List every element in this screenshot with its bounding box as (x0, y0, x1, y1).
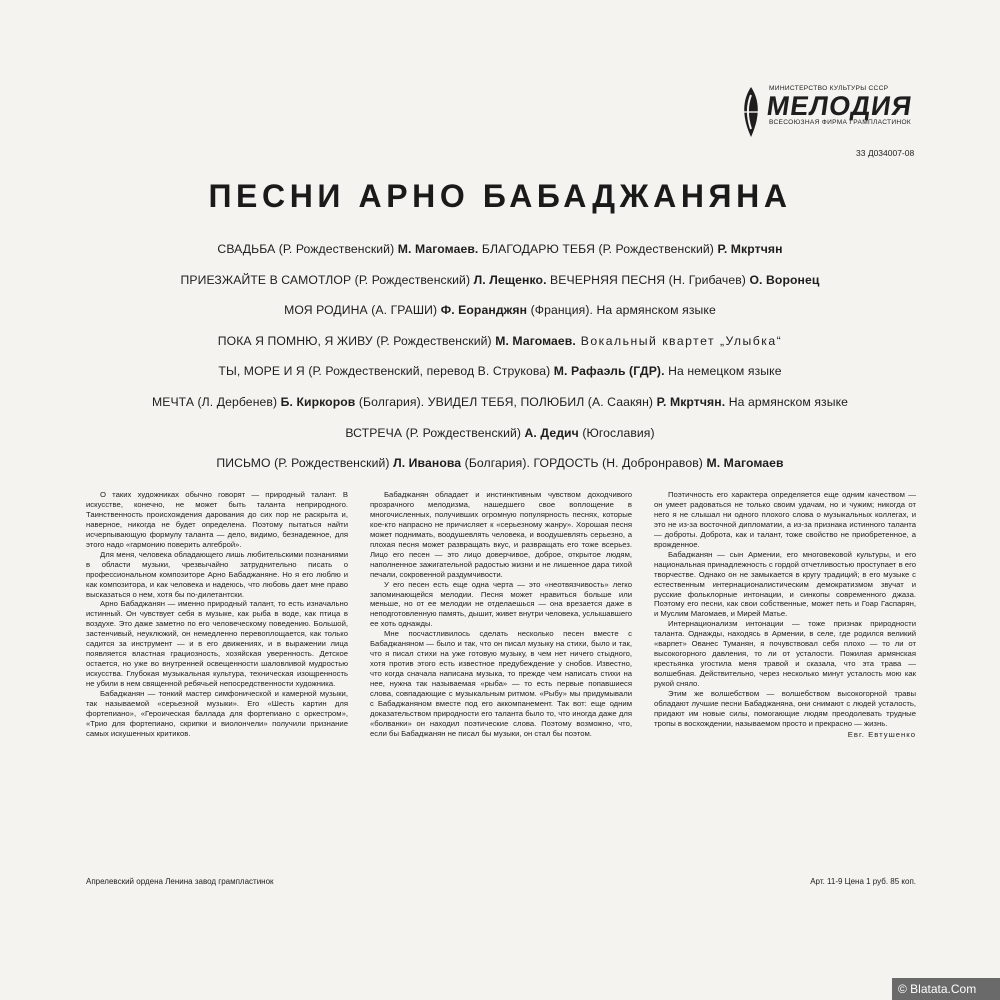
liner-notes-column-2 (370, 490, 632, 739)
track-line (0, 387, 1000, 418)
track-line (0, 295, 1000, 326)
liner-notes-column-1 (86, 490, 348, 739)
liner-paragraph: Арно Бабаджанян — именно природный талант, то есть изначально истинный. Он чувствует себя в музыке, как рыба в воде, как птица в воздухе. Это даже заметно по его человеческому поведению. Большой, застенчивый, неуклюжий, он немедленно перевоплощается, как только садится за инструмент — и в его движениях, и в выражении лица появляется властная грациозность, хозяйская уверенность. Детское остается, но уже во внутренней освещенности шаловливой мудростью искусства. Глубокая музыкальная культура, техническая изощренность не убили в нем священной ребячьей непосредственности художника. (86, 599, 348, 689)
track-text: На немецком языке (664, 364, 782, 379)
track-line (0, 418, 1000, 449)
performer-name: Л. Иванова (393, 456, 462, 471)
track-text: (Франция). На армянском языке (527, 303, 716, 318)
plant-name: Апрелевский ордена Ленина завод грампластинок (86, 877, 274, 886)
track-text: СВАДЬБА (Р. Рождественский) (217, 242, 398, 256)
liner-paragraph: У его песен есть еще одна черта — это «неотвязчивость» легко запоминающейся мелодии. Песня может нравиться больше или меньше, но от ее мелодии не отделаешься — она врезается даже в неподготовленную память, дышит, живет внутри человека, услышавшего ее хоть однажды. (370, 579, 632, 629)
album-title: ПЕСНИ АРНО БАБАДЖАНЯНА (208, 178, 792, 214)
liner-paragraph: Интернационализм интонации — тоже признак природности таланта. Однажды, находясь в Армении, в селе, где родился великий «варпет» Ованес Туманян, я почувствовал себя плохо — то ли от высокогорного давления, то ли от усталости. Пожилая армянская крестьянка угостила меня травой и сказала, что эта трава — волшебная. Действительно, через несколько минут усталость мою как рукой сняло. (654, 619, 916, 689)
track-text: На армянском языке (725, 394, 849, 409)
performer-name: Р. Мкртчян (717, 242, 783, 256)
liner-paragraph: О таких художниках обычно говорят — природный талант. В искусстве, конечно, не может быть таланта неприродного. Таинственность происхождения дарования до сих пор не раскрыта и, наверное, никогда не будет определена. Поэтому пытаться найти исчерпывающую формулу таланта — дело, видимо, безнадежное, для этого надо «гармонию поверить алгеброй». (86, 490, 348, 549)
track-text: ТЫ, МОРЕ И Я (Р. Рождественский, перевод В. Струкова) (218, 364, 554, 379)
melodiya-emblem-icon (737, 85, 765, 139)
liner-paragraph: Для меня, человека обладающего лишь любительскими познаниями в области музыки, чрезвычайно затруднительно писать о профессиональном композиторе Арно Бабаджаняне. Но я его люблю и как композитора, и как человека и надеюсь, что любовь дает мне право высказаться о нем, хотя бы по-дилетантски. (86, 549, 348, 599)
track-text: (Болгария). УВИДЕЛ ТЕБЯ, ПОЛЮБИЛ (А. Саакян) (355, 394, 657, 409)
performer-name: Р. Мкртчян. (656, 394, 726, 409)
liner-paragraph: Поэтичность его характера определяется еще одним качеством — он умеет радоваться не только своим удачам, но и чужим; никогда от него я не слышал ни одного плохого слова о музыкальных коллегах, и это не из-за восточной дипломатии, а из-за признака истинного таланта — доброты. Доброта, как и талант, тоже свойство не приобретенное, а врожденное. (654, 490, 916, 549)
liner-paragraph: Этим же волшебством — волшебством высокогорной травы обладают лучшие песни Бабаджаняна, они снимают с людей усталость, придают им новые силы, помогающие людям преодолевать трудные тропы в восхождении, называемом просто и прекрасно — жизнь. (654, 689, 916, 728)
price-info: Арт. 11-9 Цена 1 руб. 85 коп. (810, 877, 916, 886)
track-text: ПОКА Я ПОМНЮ, Я ЖИВУ (Р. Рождественский) (217, 333, 496, 348)
performer-name: А. Дедич (524, 425, 579, 440)
author-signature: Евг. Евтушенко (847, 729, 916, 739)
track-line (0, 326, 1000, 357)
catalog-number: 33 Д034007-08 (856, 148, 915, 158)
track-line (0, 356, 1000, 387)
track-line (0, 234, 1000, 265)
performer-name: Ф. Еоранджян (440, 303, 528, 318)
performer-name: М. Рафаэль (ГДР). (553, 364, 665, 379)
performer-name: Л. Лещенко. (473, 272, 547, 287)
logo-ministry: МИНИСТЕРСТВО КУЛЬТУРЫ СССР (769, 85, 889, 92)
track-text: ПИСЬМО (Р. Рождественский) (216, 456, 394, 471)
track-text: ВЕЧЕРНЯЯ ПЕСНЯ (Н. Грибачев) (546, 272, 750, 287)
track-text: МЕЧТА (Л. Дербенев) (151, 394, 281, 409)
track-text: МОЯ РОДИНА (А. ГРАШИ) (284, 303, 441, 318)
melodiya-logo (737, 85, 917, 141)
performer-name: М. Магомаев (706, 456, 784, 471)
performer-name: Б. Киркоров (280, 394, 356, 409)
watermark: © Blatata.Com (892, 978, 1000, 1000)
liner-paragraph: Мне посчастливилось сделать несколько песен вместе с Бабаджаняном — было и так, что он писал музыку на стихи, было и так, что я писал стихи на уже готовую музыку, в чем нет ничего стыдного, хотя против этого есть известное предубеждение у снобов. Известно, что когда сначала написана музыка, то прежде чем написать стихи на нее, нужна так называемая «рыба» — то есть первые попавшиеся слова, совпадающие с музыкальным ритмом. «Рыбу» мы придумывали с Бабаджаняном вместе под его аккомпанемент. Так вот: еще одним доказательством природности его таланта было то, что иногда даже для «болванки» он находил поэтические слова. Поэтому возможно, что, если бы Бабаджанян не писал бы музыки, он стал бы поэтом. (370, 629, 632, 738)
tracklist (0, 234, 1000, 479)
performer-name: М. Магомаев. (397, 242, 479, 256)
liner-paragraph: Бабаджанян — тонкий мастер симфонической и камерной музыки, так называемой «серьезной музыки». Его «Шесть картин для фортепиано», «Героическая баллада для фортепиано с оркестром», «Трио для фортепиано, скрипки и виолончели» получили признание самых искушенных критиков. (86, 689, 348, 738)
performer-name: М. Магомаев. (495, 333, 576, 348)
liner-paragraph: Бабаджанян — сын Армении, его многовековой культуры, и его национальная принадлежность с гордой отчетливостью проступает в его творчестве. Однако он не замыкается в кругу традиций; в его музыке с естественным интернационалистическим демократизмом звучат и русские фольклорные интонации, и синкопы современного джаза. Поэтому его песни, как свои собственные, может петь и Гоар Гаспарян, и Муслим Магомаев, и Мирей Матье. (654, 549, 916, 619)
liner-notes (86, 490, 916, 805)
logo-subtitle: ВСЕСОЮЗНАЯ ФИРМА ГРАМПЛАСТИНОК (769, 119, 912, 126)
track-line (0, 448, 1000, 479)
logo-brand: МЕЛОДИЯ (764, 91, 915, 121)
track-text: БЛАГОДАРЮ ТЕБЯ (Р. Рождественский) (478, 242, 718, 256)
track-text: (Болгария). ГОРДОСТЬ (Н. Добронравов) (461, 456, 707, 471)
performer-name: О. Воронец (749, 272, 820, 287)
track-text: ВСТРЕЧА (Р. Рождественский) (345, 425, 525, 440)
track-text: ПРИЕЗЖАЙТЕ В САМОТЛОР (Р. Рождественский) (180, 272, 474, 287)
liner-notes-column-3 (654, 490, 916, 740)
track-text: Вокальный квартет „Улыбка“ (575, 333, 783, 348)
liner-paragraph: Бабаджанян обладает и инстинктивным чувством доходчивого прозрачного мелодизма, нашедшего свое воплощение в многочисленных, получивших огромную популярность песнях, которые кое-кто напрасно не причисляет к «серьезному жанру». Хорошая песня может поднимать, воодушевлять человека, и воодушевлять серьезно, а плохая песня может развращать вкус, и развращать его тоже всерьез. Лицо его песен — это лицо доверчивое, доброе, открытое людям, наполненное зажигательной радостью жизни и не лишенное дара тихой печали, сокровенной раздумчивости. (370, 490, 632, 579)
track-text: (Югославия) (578, 425, 655, 440)
track-line (0, 265, 1000, 296)
